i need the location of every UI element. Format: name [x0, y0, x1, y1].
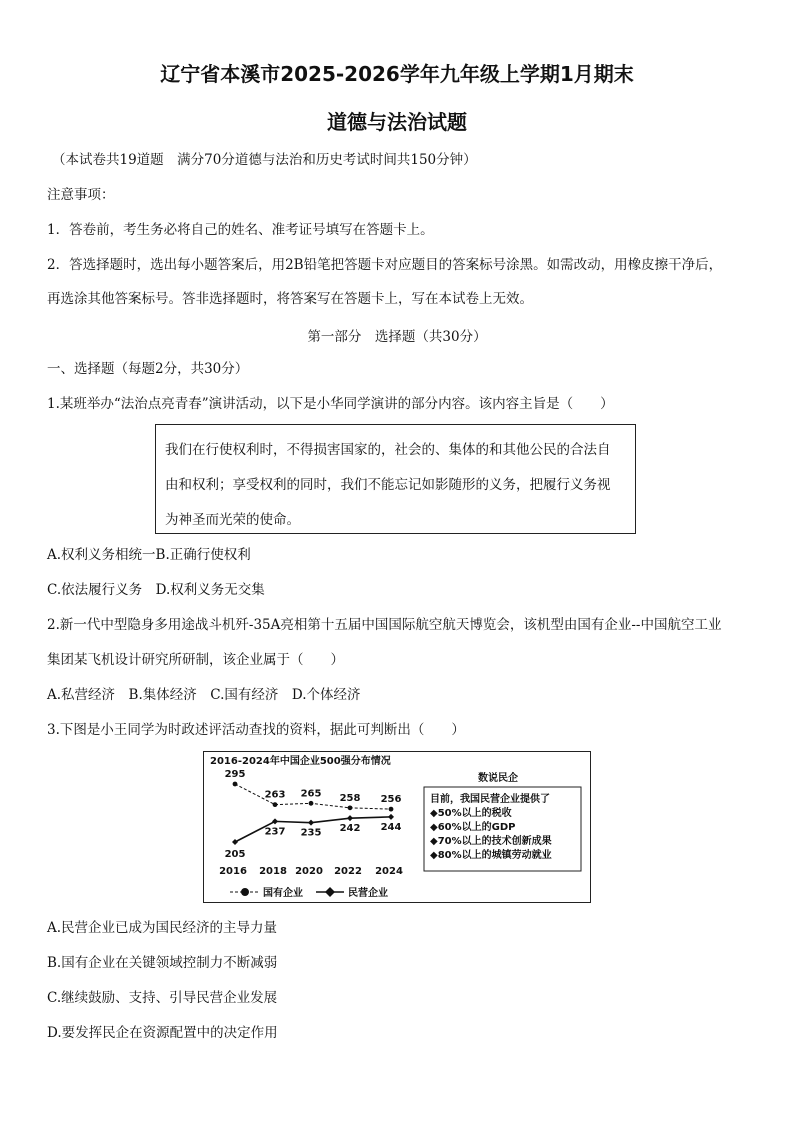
quote-line: 我们在行使权利时，不得损害国家的，社会的、集体的和其他公民的合法自 [165, 442, 611, 458]
question-1-stem: 1.某班举办“法治点亮青春”演讲活动，以下是小华同学演讲的部分内容。该内容主旨是（ ） [47, 396, 614, 412]
data-label: 242 [339, 823, 361, 835]
question-3-stem: 3.下图是小王同学为时政述评活动查找的资料，据此可判断出（ ） [47, 722, 465, 738]
legend-label-state: 国有企业 [263, 888, 303, 899]
data-point [388, 814, 394, 820]
data-label: 205 [224, 849, 246, 860]
question-2-stem-line-2: 集团某飞机设计研究所研制，该企业属于（ ） [47, 652, 344, 668]
info-box-line: ◆80%以上的城镇劳动就业 [430, 850, 552, 861]
notice-title: 注意事项： [47, 187, 115, 203]
data-point [272, 818, 278, 824]
question-3-option-b: B.国有企业在关键领域控制力不断减弱 [47, 955, 278, 971]
data-label: 235 [300, 827, 322, 839]
question-2-options: A.私营经济 B.集体经济 C.国有经济 D.个体经济 [47, 687, 361, 703]
legend-marker-state [241, 888, 249, 896]
data-point [309, 801, 314, 806]
question-3-option-c: C.继续鼓励、支持、引导民营企业发展 [47, 990, 278, 1006]
exam-subtitle: 道德与法治试题 [327, 110, 467, 134]
chart-title: 2016-2024年中国企业500强分布情况 [210, 756, 391, 767]
info-box-line: 目前，我国民营企业提供了 [430, 794, 550, 805]
question-3-option-d: D.要发挥民企在资源配置中的决定作用 [47, 1025, 278, 1041]
data-point [232, 839, 238, 845]
x-tick-label: 2016 [219, 866, 247, 877]
exam-info: （本试卷共19道题 满分70分道德与法治和历史考试时间共150分钟） [52, 152, 477, 168]
x-tick-label: 2018 [259, 866, 287, 877]
info-box-line: ◆60%以上的GDP [430, 822, 516, 833]
data-label: 263 [264, 789, 286, 801]
data-label: 244 [380, 821, 402, 833]
question-1-options-row-2: C.依法履行义务 D.权利义务无交集 [47, 582, 265, 598]
legend-label-private: 民营企业 [348, 888, 388, 899]
question-1-quote-box [155, 424, 636, 534]
data-label: 258 [339, 792, 361, 804]
question-1-options-row-1: A.权利义务相统一B.正确行使权利 [47, 547, 251, 563]
exam-title: 辽宁省本溪市2025-2026学年九年级上学期1月期末 [160, 62, 634, 86]
chart-canvas [204, 752, 592, 904]
notice-item-2-line-2: 再选涂其他答案标号。答非选择题时，将答案写在答题卡上，写在本试卷上无效。 [47, 291, 533, 307]
question-3-option-a: A.民营企业已成为国民经济的主导力量 [47, 920, 278, 936]
data-point [348, 805, 353, 810]
part-heading: 第一部分 选择题（共30分） [307, 329, 487, 345]
enterprise-chart [203, 751, 591, 903]
data-label: 237 [264, 826, 286, 838]
data-label: 256 [380, 794, 402, 806]
data-point [389, 807, 394, 812]
notice-item-2-line-1: 2．答选择题时，选出每小题答案后，用2B铅笔把答题卡对应题目的答案标号涂黑。如需改动，用橡皮擦干净后， [47, 257, 723, 273]
x-tick-label: 2022 [334, 866, 362, 877]
question-2-stem-line-1: 2.新一代中型隐身多用途战斗机歼-35A亮相第十五届中国国际航空航天博览会，该机型由国有企业--中国航空工业 [47, 617, 722, 633]
info-box-line: ◆50%以上的税收 [430, 808, 512, 819]
info-box-line: ◆70%以上的技术创新成果 [430, 836, 552, 847]
quote-line: 由和权利；享受权利的同时，我们不能忘记如影随形的义务，把履行义务视 [165, 477, 611, 493]
info-box-title: 数说民企 [478, 773, 518, 784]
data-point [233, 782, 238, 787]
section-heading: 一、选择题（每题2分，共30分） [47, 361, 249, 377]
data-point [308, 820, 314, 826]
data-label: 295 [224, 769, 246, 780]
x-tick-label: 2020 [295, 866, 323, 877]
legend-marker-private [325, 887, 335, 897]
data-point [347, 815, 353, 821]
notice-item-1: 1．答卷前，考生务必将自己的姓名、准考证号填写在答题卡上。 [47, 222, 434, 238]
x-tick-label: 2024 [375, 866, 403, 877]
data-label: 265 [300, 788, 322, 800]
quote-line: 为神圣而光荣的使命。 [165, 512, 300, 528]
data-point [273, 802, 278, 807]
